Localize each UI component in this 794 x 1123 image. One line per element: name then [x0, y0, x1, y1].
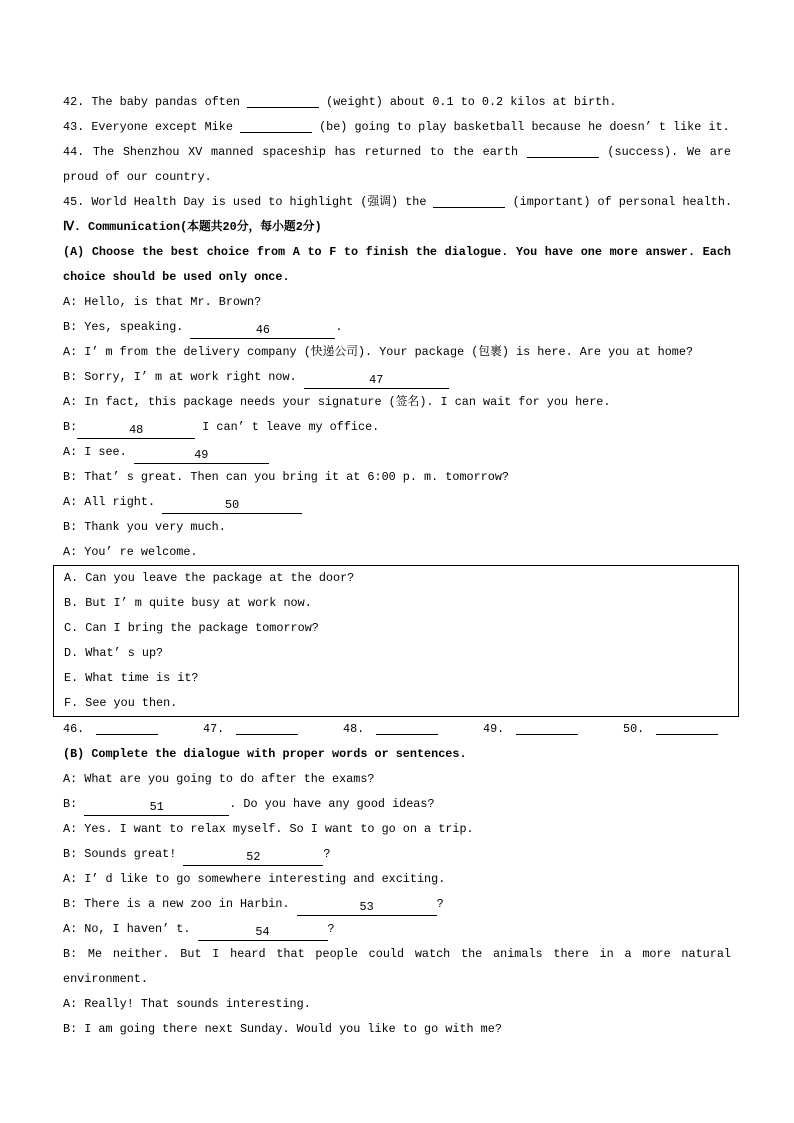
text-run: ? — [327, 922, 335, 936]
blank-46 — [190, 322, 335, 339]
blank-number: 46 — [255, 323, 271, 337]
blank-field — [527, 141, 599, 158]
answer-cell-47 — [203, 717, 343, 742]
text-run: (B) Complete the dialogue with proper words or sentences. — [63, 747, 467, 761]
dialogue-line — [63, 440, 731, 465]
dialogue-line — [63, 490, 731, 515]
blank-field — [240, 116, 312, 133]
text-run: A: In fact, this package needs your signature (签名). I can wait for you here. — [63, 395, 611, 409]
question-42 — [63, 90, 731, 115]
dialogue-line — [63, 315, 731, 340]
question-44-continued — [63, 165, 731, 190]
text-run: choice should be used only once. — [63, 270, 290, 284]
text-run: C. Can I bring the package tomorrow? — [64, 621, 319, 635]
blank-51 — [84, 799, 229, 816]
blank-number: 50 — [225, 498, 240, 512]
answer-number: 48. — [343, 722, 365, 736]
option-C — [64, 616, 738, 641]
blank-49 — [134, 447, 269, 464]
blank-number: 48 — [129, 423, 144, 437]
dialogue-line — [63, 892, 731, 917]
text-run: A: What are you going to do after the exams? — [63, 772, 375, 786]
question-45 — [63, 190, 731, 215]
text-run: A: I’ m from the delivery company (快递公司). Your package (包裹) is here. Are you at home? — [63, 345, 694, 359]
partB-instruction — [63, 742, 731, 767]
text-run: B: That’ s great. Then can you bring it at 6:00 p. m. tomorrow? — [63, 470, 509, 484]
text-run: (success). We are — [598, 145, 731, 159]
text-run: B: I am going there next Sunday. Would you like to go with me? — [63, 1022, 502, 1036]
blank-number: 53 — [359, 900, 374, 914]
blank-number: 47 — [369, 373, 384, 387]
section-heading — [63, 215, 731, 240]
answer-blank-47 — [236, 718, 298, 735]
answer-number: 50. — [623, 722, 645, 736]
blank-field — [247, 91, 319, 108]
answer-blank-50 — [656, 718, 718, 735]
answer-number: 46. — [63, 722, 85, 736]
text-run: B. But I’ m quite busy at work now. — [64, 596, 312, 610]
text-run: (A) Choose the best choice from A to F to finish the dialogue. You have one more answer. Each — [63, 245, 731, 259]
dialogue-line — [63, 992, 731, 1017]
question-43 — [63, 115, 731, 140]
blank-48 — [77, 422, 195, 439]
dialogue-line — [63, 515, 731, 540]
answer-cell-49 — [483, 717, 623, 742]
dialogue-line — [63, 1017, 731, 1042]
text-run: B: — [63, 420, 78, 434]
dialogue-line — [63, 842, 731, 867]
text-run: A. Can you leave the package at the door? — [64, 571, 355, 585]
text-run: (be) going to play basketball because he doesn’ t like it. — [311, 120, 730, 134]
text-run: A: I’ d like to go somewhere interesting and exciting. — [63, 872, 446, 886]
answer-blanks-row — [63, 717, 731, 742]
blank-number: 51 — [149, 800, 164, 814]
partA-instruction-line-1 — [63, 240, 731, 265]
text-run: B: Me neither. But I heard that people could watch the animals there in a more natural — [63, 947, 731, 961]
dialogue-line-continued — [63, 967, 731, 992]
option-B — [64, 591, 738, 616]
text-run: B: Sounds great! — [63, 847, 184, 861]
dialogue-line — [63, 365, 731, 390]
dialogue-line — [63, 415, 731, 440]
answer-cell-48 — [343, 717, 483, 742]
option-D — [64, 641, 738, 666]
answer-cell-50 — [623, 717, 718, 742]
question-44 — [63, 140, 731, 165]
text-run: Ⅳ. Communication(本题共20分，每小题2分) — [63, 220, 322, 234]
text-run: A: No, I haven’ t. — [63, 922, 198, 936]
text-run: A: Really! That sounds interesting. — [63, 997, 311, 1011]
dialogue-line — [63, 540, 731, 565]
blank-number: 49 — [194, 448, 209, 462]
text-run: . — [335, 320, 343, 334]
dialogue-line — [63, 917, 731, 942]
text-run: B: Thank you very much. — [63, 520, 226, 534]
grammar-section — [63, 90, 731, 215]
options-box — [53, 565, 739, 717]
text-run: B: Sorry, I’ m at work right now. — [63, 370, 304, 384]
text-run: A: Hello, is that Mr. Brown? — [63, 295, 262, 309]
dialogue-line — [63, 792, 731, 817]
text-run: proud of our country. — [63, 170, 212, 184]
text-run: 43. Everyone except Mike — [63, 120, 240, 134]
text-run: 42. The baby pandas often — [63, 95, 248, 109]
section-iv-heading — [63, 215, 731, 240]
dialogue-line — [63, 867, 731, 892]
blank-number: 54 — [255, 925, 270, 939]
part-a-instructions — [63, 240, 731, 290]
answer-number: 47. — [203, 722, 225, 736]
text-run: F. See you then. — [64, 696, 178, 710]
option-E — [64, 666, 738, 691]
text-run: A: You’ re welcome. — [63, 545, 198, 559]
text-run: (important) of personal health. — [505, 195, 733, 209]
text-run: 44. The Shenzhou XV manned spaceship has returned to the earth — [63, 145, 527, 159]
dialogue-line — [63, 465, 731, 490]
text-run: B: There is a new zoo in Harbin. — [63, 897, 297, 911]
part-a-dialogue — [63, 290, 731, 565]
answer-number: 49. — [483, 722, 505, 736]
dialogue-line — [63, 942, 731, 967]
text-run: . Do you have any good ideas? — [229, 797, 435, 811]
option-F — [64, 691, 738, 716]
text-run: ? — [436, 897, 444, 911]
text-run: A: All right. — [63, 495, 163, 509]
dialogue-line — [63, 817, 731, 842]
text-run: 45. World Health Day is used to highlight (强调) the — [63, 195, 434, 209]
dialogue-line — [63, 390, 731, 415]
blank-50 — [162, 497, 302, 514]
blank-54 — [198, 924, 328, 941]
blank-47 — [304, 372, 449, 389]
answer-cell-46 — [63, 717, 203, 742]
blank-field — [433, 191, 505, 208]
text-run: B: Yes, speaking. — [63, 320, 191, 334]
option-A — [64, 566, 738, 591]
text-run: environment. — [63, 972, 148, 986]
text-run: A: I see. — [63, 445, 134, 459]
text-run: E. What time is it? — [64, 671, 199, 685]
blank-number: 52 — [246, 850, 261, 864]
text-run: ? — [323, 847, 331, 861]
text-run: A: Yes. I want to relax myself. So I want to go on a trip. — [63, 822, 474, 836]
dialogue-line — [63, 290, 731, 315]
blank-52 — [183, 849, 323, 866]
text-run: D. What’ s up? — [64, 646, 164, 660]
dialogue-line — [63, 340, 731, 365]
text-run: I can’ t leave my office. — [195, 420, 380, 434]
answer-blank-48 — [376, 718, 438, 735]
answer-blank-46 — [96, 718, 158, 735]
text-run: B: — [63, 797, 85, 811]
part-b-instruction — [63, 742, 731, 767]
partA-instruction-line-2 — [63, 265, 731, 290]
part-b-dialogue — [63, 767, 731, 1042]
text-run: (weight) about 0.1 to 0.2 kilos at birth. — [319, 95, 617, 109]
blank-53 — [297, 899, 437, 916]
dialogue-line — [63, 767, 731, 792]
answer-blank-49 — [516, 718, 578, 735]
